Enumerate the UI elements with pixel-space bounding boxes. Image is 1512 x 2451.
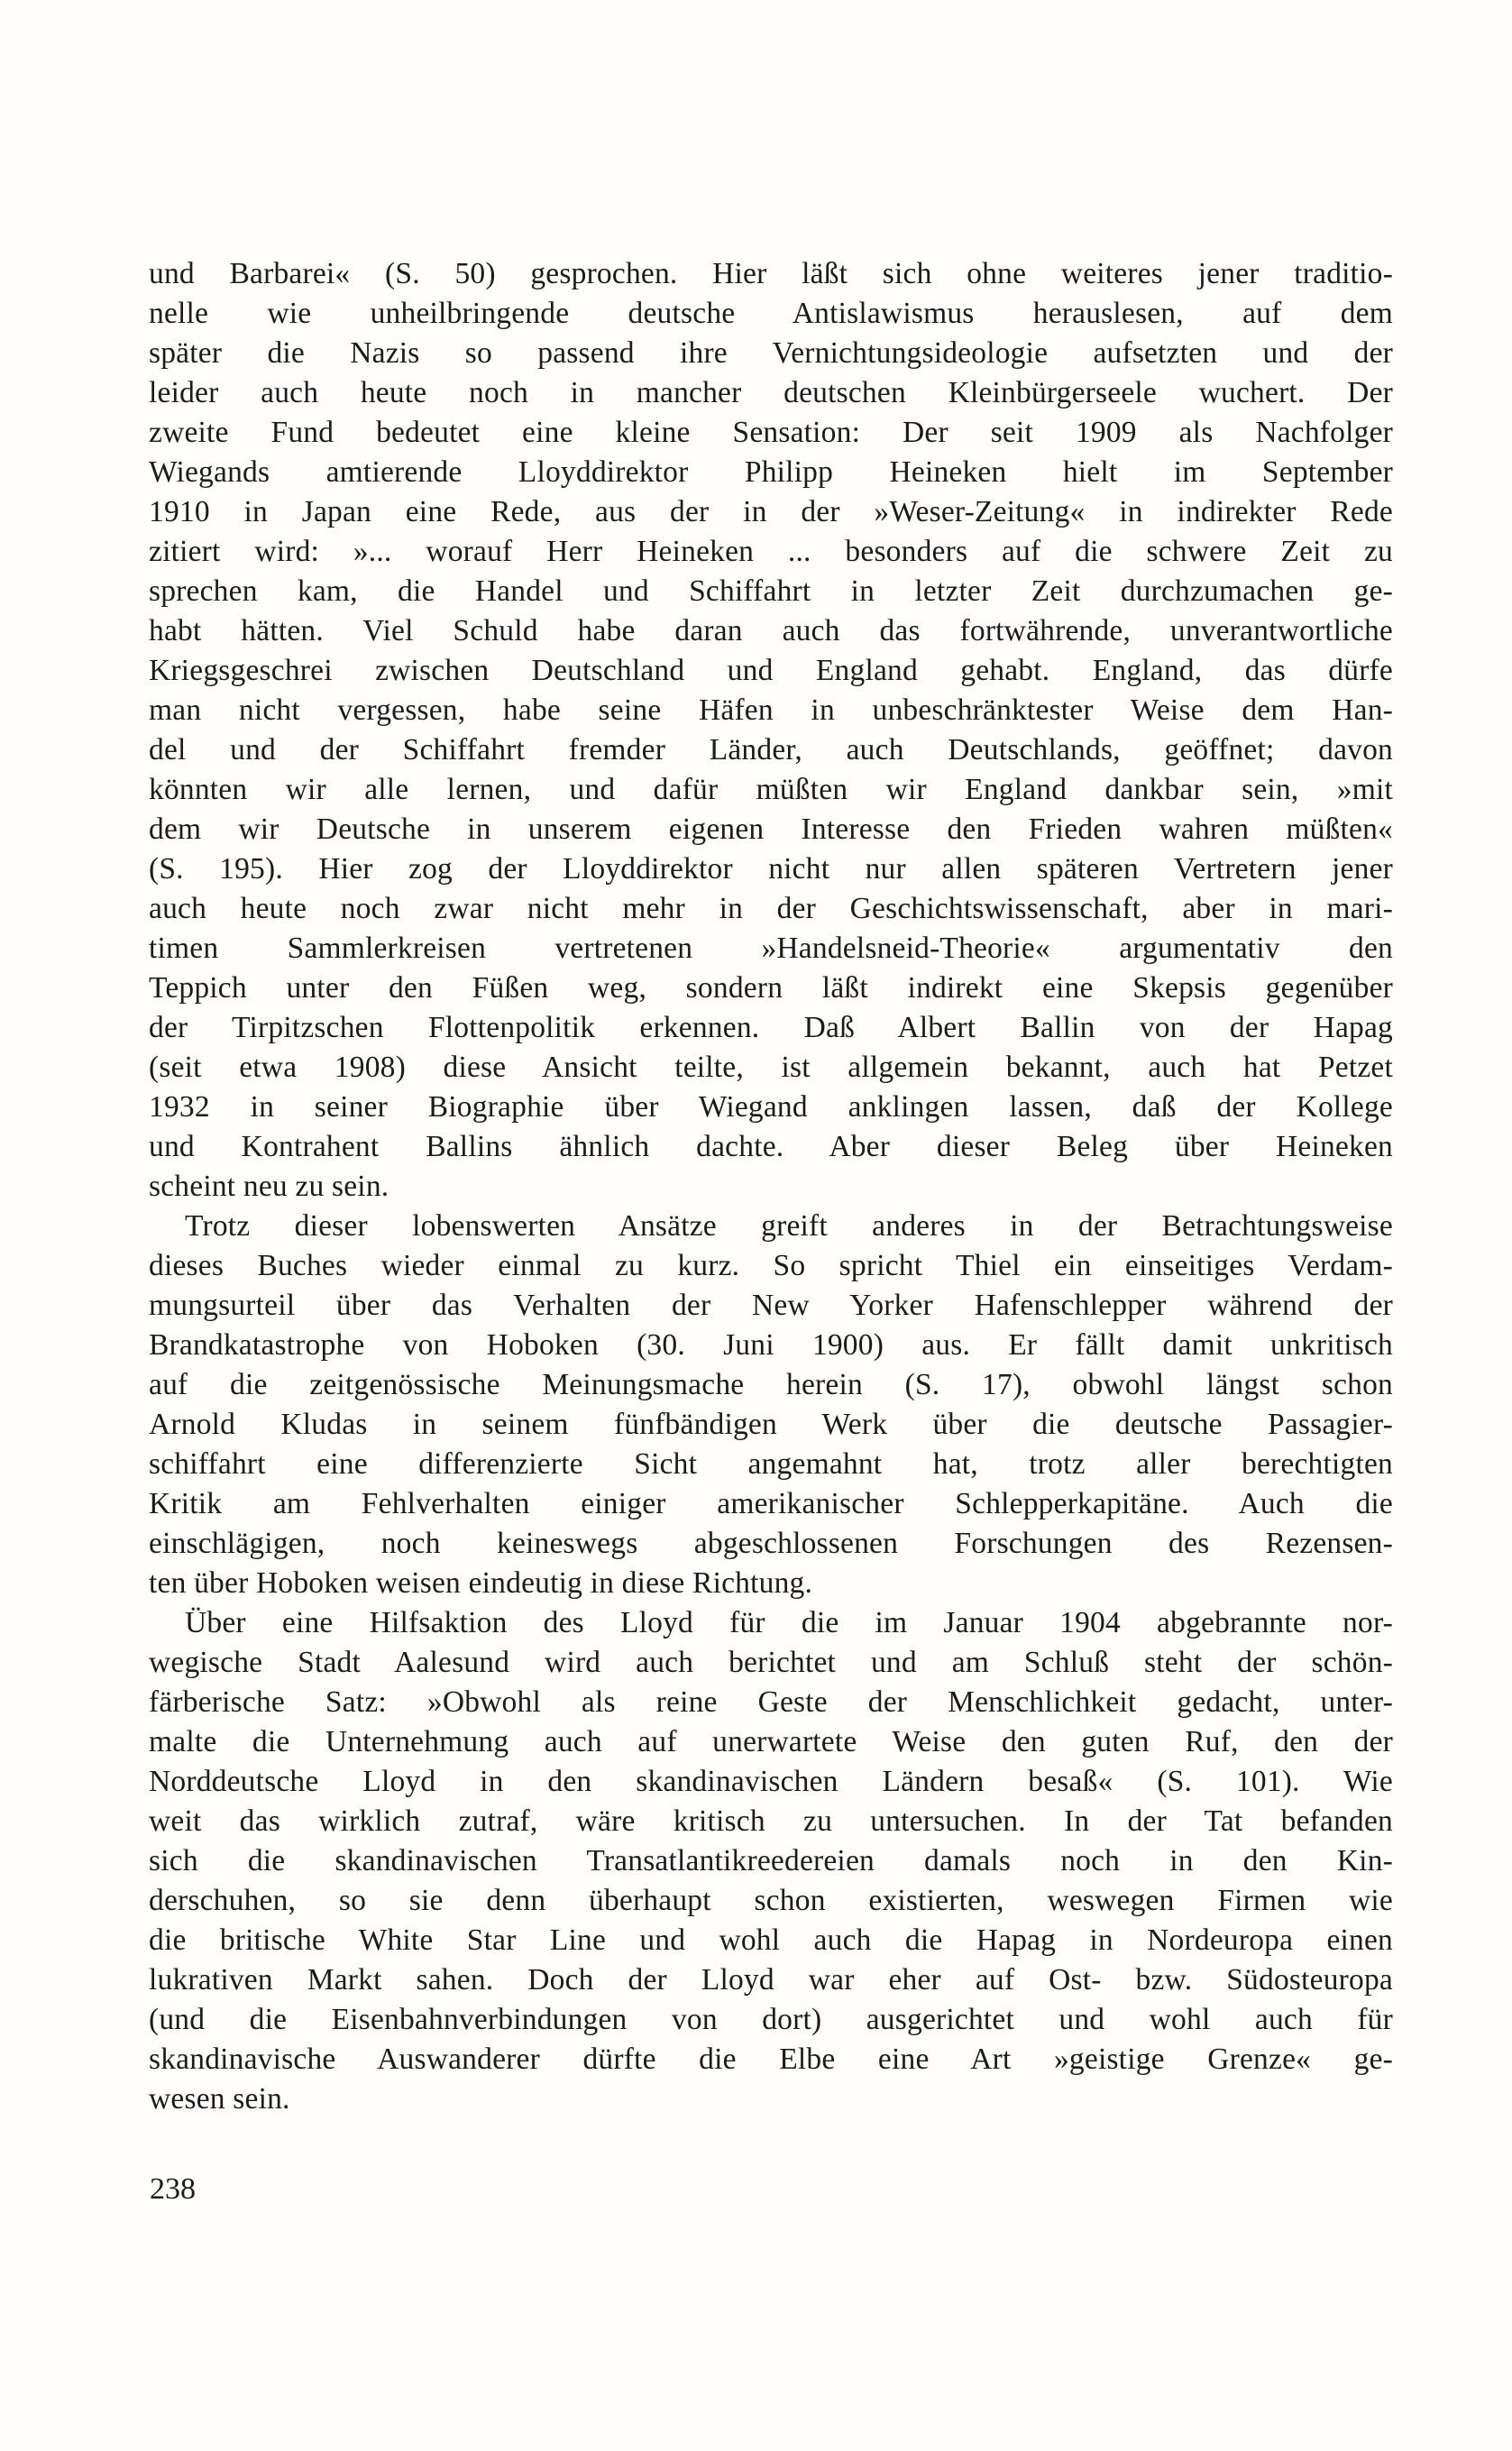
text-line: die britische White Star Line und wohl auch die Hapag in Nordeuropa einen [149,1923,1393,1957]
text-line: (und die Eisenbahnverbindungen von dort) ausgerichtet und wohl auch für [149,2003,1393,2036]
text-line: weit das wirklich zutraf, wäre kritisch zu untersuchen. In der Tat befanden [149,1804,1393,1838]
text-line: Kritik am Fehlverhalten einiger amerikanischer Schlepperkapitäne. Auch die [149,1487,1393,1520]
text-line: sich die skandinavischen Transatlantikreedereien damals noch in den Kin- [149,1844,1393,1877]
text-line: habt hätten. Viel Schuld habe daran auch das fortwährende, unverantwortliche [149,614,1393,647]
text-line: einschlägigen, noch keineswegs abgeschlossenen Forschungen des Rezensen- [149,1527,1393,1560]
text-line: malte die Unternehmung auch auf unerwartete Weise den guten Ruf, den der [149,1725,1393,1758]
text-line: Teppich unter den Füßen weg, sondern läßt indirekt eine Skepsis gegenüber [149,971,1393,1005]
text-line: der Tirpitzschen Flottenpolitik erkennen. Daß Albert Ballin von der Hapag [149,1011,1393,1044]
text-line: Brandkatastrophe von Hoboken (30. Juni 1900) aus. Er fällt damit unkritisch [149,1328,1393,1362]
text-line: schiffahrt eine differenzierte Sicht angemahnt hat, trotz aller berechtigten [149,1447,1393,1481]
text-line: dem wir Deutsche in unserem eigenen Interesse den Frieden wahren müßten« [149,812,1393,846]
text-line: wegische Stadt Aalesund wird auch berichtet und am Schluß steht der schön- [149,1646,1393,1679]
text-line: skandinavische Auswanderer dürfte die Elbe eine Art »geistige Grenze« ge- [149,2043,1393,2076]
text-line: sprechen kam, die Handel und Schiffahrt in letzter Zeit durchzumachen ge- [149,574,1393,608]
text-line: und Barbarei« (S. 50) gesprochen. Hier läßt sich ohne weiteres jener traditio- [149,257,1393,290]
text-line: derschuhen, so sie denn überhaupt schon existierten, weswegen Firmen wie [149,1884,1393,1917]
text-line: und Kontrahent Ballins ähnlich dachte. Aber dieser Beleg über Heineken [149,1130,1393,1163]
text-line: auf die zeitgenössische Meinungsmache herein (S. 17), obwohl längst schon [149,1368,1393,1401]
text-line: 1910 in Japan eine Rede, aus der in der »Weser-Zeitung« in indirekter Rede [149,495,1393,528]
text-line: könnten wir alle lernen, und dafür müßten wir England dankbar sein, »mit [149,773,1393,806]
text-line: (S. 195). Hier zog der Lloyddirektor nicht nur allen späteren Vertretern jener [149,852,1393,886]
text-line: auch heute noch zwar nicht mehr in der Geschichtswissenschaft, aber in mari- [149,892,1393,925]
text-line: del und der Schiffahrt fremder Länder, auch Deutschlands, geöffnet; davon [149,733,1393,767]
text-line: wesen sein. [149,2082,290,2116]
text-block [149,254,1393,2119]
text-line: Trotz dieser lobenswerten Ansätze greift anderes in der Betrachtungsweise [185,1209,1393,1243]
text-line: zweite Fund bedeutet eine kleine Sensation: Der seit 1909 als Nachfolger [149,416,1393,449]
text-line: färberische Satz: »Obwohl als reine Geste der Menschlichkeit gedacht, unter- [149,1685,1393,1719]
text-line: scheint neu zu sein. [149,1170,389,1203]
text-line: 1932 in seiner Biographie über Wiegand anklingen lassen, daß der Kollege [149,1090,1393,1124]
text-line: (seit etwa 1908) diese Ansicht teilte, ist allgemein bekannt, auch hat Petzet [149,1051,1393,1084]
text-line: nelle wie unheilbringende deutsche Antislawismus herauslesen, auf dem [149,297,1393,330]
text-line: Über eine Hilfsaktion des Lloyd für die im Januar 1904 abgebrannte nor- [185,1606,1393,1639]
text-line: ten über Hoboken weisen eindeutig in diese Richtung. [149,1566,813,1600]
text-line: dieses Buches wieder einmal zu kurz. So spricht Thiel ein einseitiges Verdam- [149,1249,1393,1282]
text-line: Norddeutsche Lloyd in den skandinavischen Ländern besaß« (S. 101). Wie [149,1765,1393,1798]
text-line: mungsurteil über das Verhalten der New Yorker Hafenschlepper während der [149,1289,1393,1322]
text-line: Wiegands amtierende Lloyddirektor Philipp Heineken hielt im September [149,455,1393,489]
text-line: leider auch heute noch in mancher deutschen Kleinbürgerseele wuchert. Der [149,376,1393,409]
text-line: timen Sammlerkreisen vertretenen »Handelsneid-Theorie« argumentativ den [149,932,1393,965]
text-line: zitiert wird: »... worauf Herr Heineken ... besonders auf die schwere Zeit zu [149,535,1393,568]
text-line: lukrativen Markt sahen. Doch der Lloyd war eher auf Ost- bzw. Südosteuropa [149,1963,1393,1997]
page-number: 238 [150,2172,196,2206]
text-line: Arnold Kludas in seinem fünfbändigen Werk über die deutsche Passagier- [149,1408,1393,1441]
text-line: Kriegsgeschrei zwischen Deutschland und England gehabt. England, das dürfe [149,654,1393,687]
text-line: man nicht vergessen, habe seine Häfen in unbeschränktester Weise dem Han- [149,693,1393,727]
text-line: später die Nazis so passend ihre Vernichtungsideologie aufsetzten und der [149,336,1393,370]
